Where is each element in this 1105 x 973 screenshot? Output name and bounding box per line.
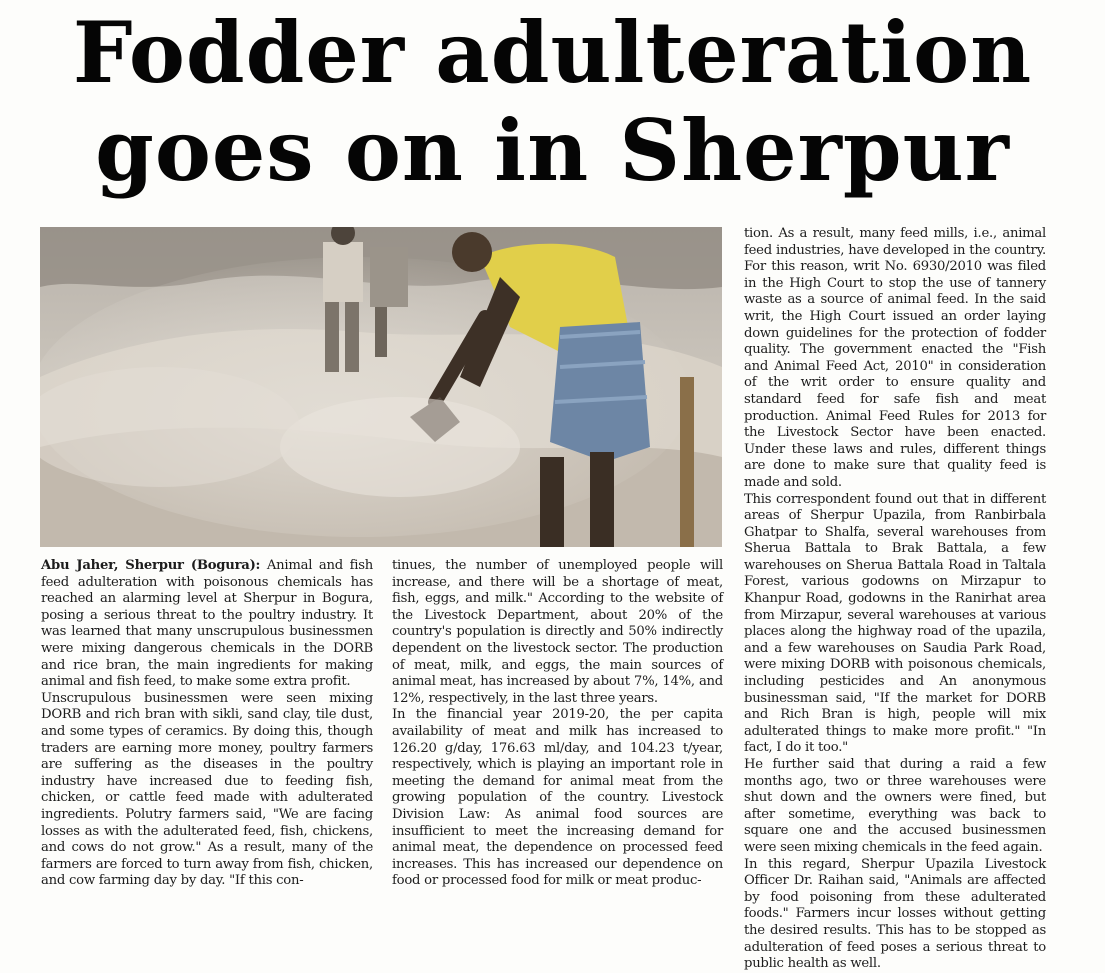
news-photo	[40, 227, 722, 547]
paragraph-6: This correspondent found out that in different areas of Sherpur Upazila, from Ranbirbala Ghatpar to Shalfa, several warehouses from Sherua Battala to Brak Battala, a few warehouses on Sherua Battala Road in Taltala Forest, various godowns on Mirzapur to Khanpur Road, godowns in the Ranirhat area from Mirzapur, several warehouses at various places along the highway road of the upazila, and a few warehouses on Saudia Park Road, were mixing DORB with poisonous chemicals, including pesticides and An anonymous businessman said, "If the market for DORB and Rich Bran is high, people will mix adulterated things to make more profit." "In fact, I do it too."	[744, 491, 1046, 756]
paragraph-2: Unscrupulous businessmen were seen mixing DORB and rich bran with sikli, sand clay, tile dust, and some types of ceramics. By doing this, though traders are earning more money, poultry farmers are suffering as the diseases in the poultry industry have increased due to feeding fish, chicken, or cattle feed made with adulterated ingredients. Polutry farmers said, "We are facing losses as with the adulterated feed, fish, chickens, and cows do not grow." As a result, many of the farmers are forced to turn away from fish, chicken, and cow farming day by day. "If this con-	[41, 690, 373, 889]
paragraph-5: tion. As a result, many feed mills, i.e., animal feed industries, have developed in the country. For this reason, writ No. 6930/2010 was filed in the High Court to stop the use of tannery waste as a source of animal feed. In the said writ, the High Court issued an order laying down guidelines for the protection of fodder quality. The government enacted the "Fish and Animal Feed Act, 2010" in consideration of the writ order to ensure quality and standard feed for safe fish and meat production. Animal Feed Rules for 2013 for the Livestock Sector have been enacted. Under these laws and rules, different things are done to make sure that quality feed is made and sold.	[744, 226, 1046, 490]
headline-line-1: Fodder adulteration	[72, 3, 1033, 102]
article-column-3	[744, 226, 1046, 973]
workers-mixing-feed-illustration	[40, 227, 722, 547]
paragraph-8: In this regard, Sherpur Upazila Livestock Officer Dr. Raihan said, "Animals are affected by food poisoning from these adulterated foods." Farmers incur losses without getting the desired results. This has to be stopped as adulteration of feed poses a serious threat to public health as well.	[744, 856, 1046, 972]
byline: Abu Jaher, Sherpur (Bogura):	[41, 558, 261, 573]
headline-line-2: goes on in Sherpur	[95, 101, 1010, 200]
paragraph-3: tinues, the number of unemployed people will increase, and there will be a shortage of meat, fish, eggs, and milk." According to the website of the Livestock Department, about 20% of the country's population is directly and 50% indirectly dependent on the livestock sector. The production of meat, milk, and eggs, the main sources of animal meat, has increased by about 7%, 14%, and 12%, respectively, in the last three years.	[392, 558, 723, 706]
article-column-2	[392, 558, 723, 890]
headline	[0, 4, 1105, 200]
article-column-1	[41, 558, 373, 890]
paragraph-1	[41, 558, 373, 691]
paragraph-7: He further said that during a raid a few months ago, two or three warehouses were shut down and the owners were fined, but after sometime, everything was back to square one and the accused businessmen were seen mixing chemicals in the feed again.	[744, 757, 1046, 855]
paragraph-1-text: Animal and fish feed adulteration with poisonous chemicals has reached an alarming level at Sherpur in Bogura, posing a serious threat to the poultry industry. It was learned that many unscrupulous businessmen were mixing dangerous chemicals in the DORB and rice bran, the main ingredients for making animal and fish feed, to make some extra profit.	[41, 558, 373, 690]
paragraph-4: In the financial year 2019-20, the per capita availability of meat and milk has increased to 126.20 g/day, 176.63 ml/day, and 104.23 t/year, respectively, which is playing an important role in meeting the demand for animal meat from the growing population of the country. Livestock Division Law: As animal food sources are insufficient to meet the increasing demand for animal meat, the dependence on processed feed increases. This has increased our dependence on food or processed food for milk or meat produc-	[392, 707, 723, 889]
